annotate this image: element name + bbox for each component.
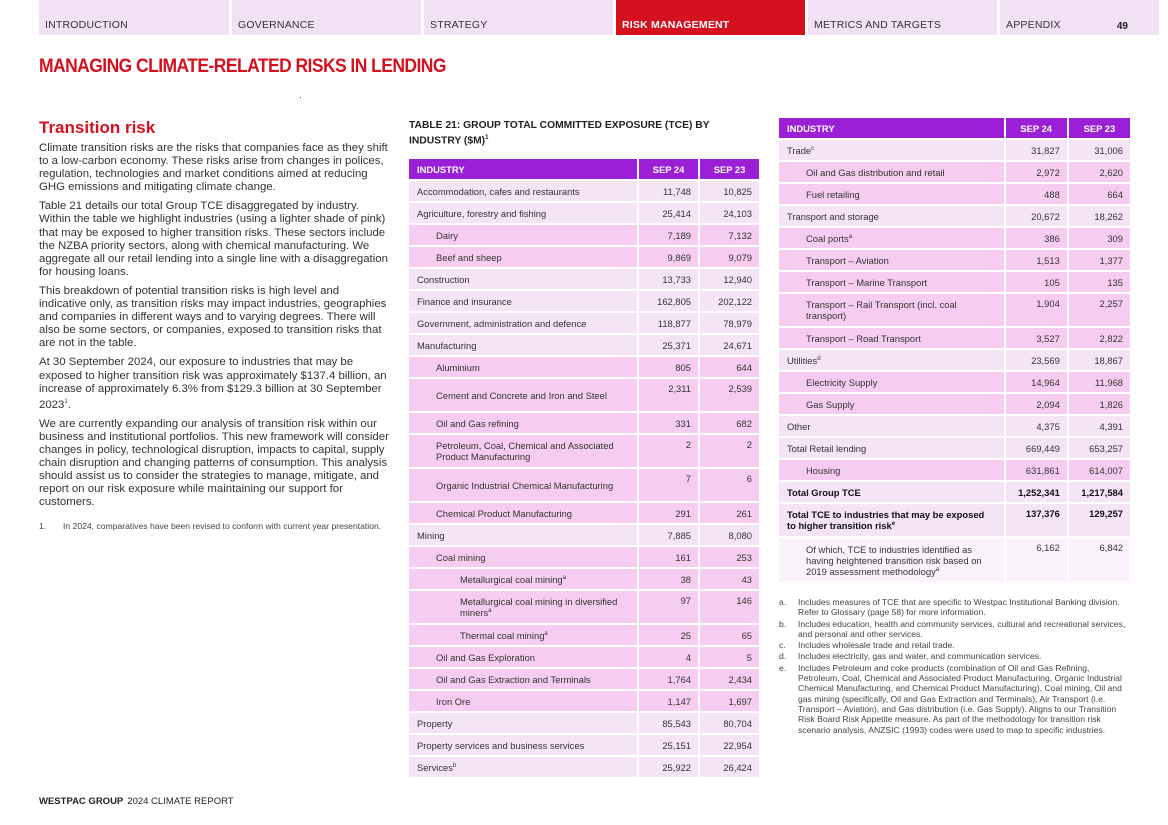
industry-label: Cement and Concrete and Iron and Steel <box>436 389 607 401</box>
sep24-value: 291 <box>639 503 698 523</box>
tab-risk-management[interactable]: RISK MANAGEMENT <box>616 0 805 35</box>
footnote-ref: a <box>848 233 853 240</box>
industry-cell <box>779 328 1004 348</box>
note <box>779 619 1130 640</box>
sep24-value: 13,733 <box>639 269 698 289</box>
sep23-value: 2,257 <box>1069 294 1130 326</box>
footnote-ref: 1 <box>485 135 489 141</box>
sep23-value: 12,940 <box>700 269 759 289</box>
table-row <box>409 181 759 201</box>
sep23-value: 22,954 <box>700 735 759 755</box>
table-row <box>409 435 759 467</box>
industry-cell <box>779 228 1004 248</box>
industry-cell <box>779 272 1004 292</box>
sep24-value: 97 <box>639 591 698 623</box>
sep24-value: 162,805 <box>639 291 698 311</box>
industry-cell <box>779 294 1004 326</box>
sep23-value: 80,704 <box>700 713 759 733</box>
table-row <box>409 647 759 667</box>
sep23-value: 4,391 <box>1069 416 1130 436</box>
industry-cell <box>409 469 637 501</box>
industry-label: Property <box>417 717 453 729</box>
table-row <box>409 379 759 411</box>
industry-cell <box>779 184 1004 204</box>
sep24-value: 1,147 <box>639 691 698 711</box>
footnote-ref: a <box>562 574 566 581</box>
tab-strategy[interactable]: STRATEGY <box>424 0 613 35</box>
footnote-ref: 1 <box>64 398 68 405</box>
industry-label: Total Group TCE <box>787 486 861 498</box>
industry-cell <box>409 757 637 777</box>
industry-label: Beef and sheep <box>436 251 502 263</box>
table-row <box>779 250 1130 270</box>
sep24-value: 488 <box>1006 184 1067 204</box>
sep23-value: 11,968 <box>1069 372 1130 392</box>
table-row <box>409 591 759 623</box>
table-row <box>779 394 1130 414</box>
footnote-ref: b <box>452 762 457 769</box>
tab-governance[interactable]: GOVERNANCE <box>232 0 421 35</box>
sep23-value: 261 <box>700 503 759 523</box>
note-key: d. <box>779 651 787 662</box>
table-row <box>779 294 1130 326</box>
table-header-row <box>409 159 759 179</box>
sep24-value: 3,527 <box>1006 328 1067 348</box>
sep24-value: 2,311 <box>639 379 698 411</box>
sep24-value: 118,877 <box>639 313 698 333</box>
sep24-value: 85,543 <box>639 713 698 733</box>
sep24-value: 7,885 <box>639 525 698 545</box>
industry-cell <box>779 538 1004 582</box>
table-row <box>409 469 759 501</box>
industry-label: Oil and Gas refining <box>436 417 519 429</box>
industry-label: Organic Industrial Chemical Manufacturing <box>436 479 614 491</box>
section-heading: Transition risk <box>39 118 156 137</box>
sep23-value: 1,826 <box>1069 394 1130 414</box>
sep24-value: 9,869 <box>639 247 698 267</box>
industry-cell <box>409 691 637 711</box>
industry-cell <box>779 162 1004 182</box>
table-row <box>779 272 1130 292</box>
industry-label: Coal mining <box>436 551 486 563</box>
tab-metrics-and-targets[interactable]: METRICS AND TARGETS <box>808 0 997 35</box>
table-row <box>409 625 759 645</box>
footer <box>39 796 234 807</box>
industry-label: Accommodation, cafes and restaurants <box>417 185 580 197</box>
footnote-text: In 2024, comparatives have been revised to conform with current year presentation. <box>63 521 382 532</box>
table-row <box>779 504 1130 536</box>
industry-cell <box>409 203 637 223</box>
sep24-value: 7 <box>639 469 698 501</box>
sep24-value: 7,189 <box>639 225 698 245</box>
sep24-value: 105 <box>1006 272 1067 292</box>
table-row <box>409 413 759 433</box>
sep23-value: 146 <box>700 591 759 623</box>
table-row <box>779 482 1130 502</box>
sep23-value: 129,257 <box>1069 504 1130 536</box>
industry-cell <box>779 372 1004 392</box>
sep24-value: 25,414 <box>639 203 698 223</box>
industry-cell <box>409 379 637 411</box>
sep24-value: 137,376 <box>1006 504 1067 536</box>
sep23-value: 8,080 <box>700 525 759 545</box>
paragraph: This breakdown of potential transition risks is high level and indicative only, as transition risks may impact industries, geographies and companies in different ways and to varying degrees. There will also be some sectors, or companies, exposed to transition risks that are not in the table. <box>39 284 387 350</box>
left-column <box>39 118 389 532</box>
tab-introduction[interactable]: INTRODUCTION <box>39 0 229 35</box>
sep23-value: 1,217,584 <box>1069 482 1130 502</box>
table-row <box>779 328 1130 348</box>
sep23-value: 2,434 <box>700 669 759 689</box>
industry-label: Of which, TCE to industries identified as having heightened transition risk based on 2019 assessment methodology <box>806 543 982 577</box>
industry-label: Trade <box>787 144 812 156</box>
industry-label: Agriculture, forestry and fishing <box>417 207 547 219</box>
table-row <box>409 335 759 355</box>
sep24-value: 2 <box>639 435 698 467</box>
tce-table-part-2 <box>779 116 1130 584</box>
footnote-ref: a <box>935 566 940 573</box>
industry-label: Iron Ore <box>436 695 471 707</box>
sep24-value: 25 <box>639 625 698 645</box>
industry-label: Aluminium <box>436 361 480 373</box>
sep24-value: 805 <box>639 357 698 377</box>
footnote <box>39 521 389 532</box>
industry-cell <box>409 647 637 667</box>
table-row <box>409 757 759 777</box>
page-title: MANAGING CLIMATE-RELATED RISKS IN LENDING <box>39 56 446 77</box>
industry-label: Metallurgical coal mining <box>460 573 563 585</box>
tce-table-part-1 <box>409 157 759 779</box>
note <box>779 651 1130 661</box>
industry-cell <box>779 250 1004 270</box>
industry-cell <box>779 350 1004 370</box>
industry-cell <box>779 504 1004 536</box>
industry-label: Mining <box>417 529 445 541</box>
industry-label: Total TCE to industries that may be exposed to higher transition risk <box>787 509 985 531</box>
sep24-value: 669,449 <box>1006 438 1067 458</box>
table-row <box>409 203 759 223</box>
table-row <box>409 691 759 711</box>
header-sep23: SEP 23 <box>1069 118 1130 138</box>
industry-cell <box>409 435 637 467</box>
industry-label: Finance and insurance <box>417 295 512 307</box>
sep24-value: 1,513 <box>1006 250 1067 270</box>
industry-label: Electricity Supply <box>806 376 878 388</box>
sep23-value: 10,825 <box>700 181 759 201</box>
table-row <box>409 503 759 523</box>
sep23-value: 135 <box>1069 272 1130 292</box>
industry-label: Oil and Gas Extraction and Terminals <box>436 673 591 685</box>
sep24-value: 23,569 <box>1006 350 1067 370</box>
sep24-value: 1,252,341 <box>1006 482 1067 502</box>
table-row <box>779 206 1130 226</box>
industry-cell <box>779 416 1004 436</box>
industry-cell <box>409 269 637 289</box>
sep24-value: 14,964 <box>1006 372 1067 392</box>
table-row <box>409 569 759 589</box>
industry-cell <box>779 394 1004 414</box>
sep24-value: 31,827 <box>1006 140 1067 160</box>
footer-brand: WESTPAC GROUP <box>39 796 124 807</box>
sep23-value: 9,079 <box>700 247 759 267</box>
sep23-value: 682 <box>700 413 759 433</box>
sep23-value: 653,257 <box>1069 438 1130 458</box>
sep24-value: 25,922 <box>639 757 698 777</box>
footnote-ref: a <box>544 630 548 637</box>
industry-cell <box>779 206 1004 226</box>
footnote-number: 1. <box>39 521 47 532</box>
industry-label: Coal ports <box>806 232 849 244</box>
industry-label: Property services and business services <box>417 739 585 751</box>
table-row <box>409 313 759 333</box>
industry-label: Metallurgical coal mining in diversified miners <box>460 596 618 618</box>
industry-cell <box>409 413 637 433</box>
header-sep24: SEP 24 <box>639 159 698 179</box>
industry-cell <box>409 247 637 267</box>
sep24-value: 386 <box>1006 228 1067 248</box>
paragraph: At 30 September 2024, our exposure to industries that may be exposed to higher transition risk was approximately $137.4 billion, an increase of approximately 6.3% from $129.3 billion at 30 September 2023$^1$. <box>39 356 387 411</box>
sep24-value: 331 <box>639 413 698 433</box>
note-text: Includes electricity, gas and water, and communication services. <box>798 651 1042 662</box>
sep24-value: 25,151 <box>639 735 698 755</box>
industry-cell <box>409 669 637 689</box>
sep23-value: 6,842 <box>1069 538 1130 582</box>
sep23-value: 2 <box>700 435 759 467</box>
industry-label: Government, administration and defence <box>417 317 587 329</box>
sep23-value: 644 <box>700 357 759 377</box>
table-row <box>409 525 759 545</box>
table-row <box>409 713 759 733</box>
table-row <box>409 225 759 245</box>
industry-cell <box>779 438 1004 458</box>
note-key: a. <box>779 597 787 607</box>
industry-label: Gas Supply <box>806 398 855 410</box>
sep24-value: 2,972 <box>1006 162 1067 182</box>
industry-label: Construction <box>417 273 470 285</box>
table-row <box>779 184 1130 204</box>
industry-cell <box>409 503 637 523</box>
paragraph-text: At 30 September 2024, our exposure to industries that may be exposed to higher transition risk was approximately $137.4 billion, an increase of approximately 6.3% from $129.3 billion at 30 September 2023 <box>39 356 387 411</box>
industry-label: Transport – Aviation <box>806 254 889 266</box>
table-row <box>779 162 1130 182</box>
note-text: Includes Petroleum and coke products (combination of Oil and Gas Refining, Petroleum, Coal, Chemical and Associated Product Manufacturing, Organic Industrial Chemical Manufacturing, and Chemical Product Manufacturing), Coal mining, Oil and gas mining (specifically, Oil and Gas Extraction and Terminals), Air Transport (i.e. Transport – Aviation), and Gas distribution (i.e. Gas Supply). Aligns to our Transition Risk Board Risk Appetite measure. As part of the methodology for transition risk scenario analysis, ANZSIC (1993) codes were used to map to specific industries. <box>798 662 1122 735</box>
footer-text: 2024 CLIMATE REPORT <box>127 796 234 807</box>
sep23-value: 5 <box>700 647 759 667</box>
industry-cell <box>409 591 637 623</box>
footnote-ref: d <box>817 355 821 362</box>
industry-label: Services <box>417 761 453 773</box>
paragraph: Table 21 details our total Group TCE disaggregated by industry. Within the table we highlight industries (using a lighter shade of pink) that may be exposed to higher transition risks. These sectors include the NZBA priority sectors, along with chemical manufacturing. We aggregate all our retail lending into a single line with a disaggregation for housing loans. <box>39 200 388 278</box>
industry-label: Dairy <box>436 229 458 241</box>
sep24-value: 2,094 <box>1006 394 1067 414</box>
decorative-dot <box>300 97 301 98</box>
industry-label: Utilities <box>787 354 818 366</box>
note-key: e. <box>779 662 787 673</box>
industry-label: Thermal coal mining <box>460 629 545 641</box>
table-row <box>409 735 759 755</box>
sep23-value: 65 <box>700 625 759 645</box>
sep24-value: 20,672 <box>1006 206 1067 226</box>
footnote-ref: a <box>488 607 492 614</box>
industry-cell <box>779 140 1004 160</box>
paragraph: We are currently expanding our analysis of transition risk within our business and institutional portfolios. This new framework will consider changes in policy, technological disruption, impacts to capital, supply chain disruption and changing patterns of consumption. This analysis should assist us to consider the strategies to manage, mitigate, and report on our risk exposure while maintaining our support for customers. <box>39 417 389 509</box>
industry-cell <box>409 525 637 545</box>
industry-cell <box>779 482 1004 502</box>
industry-label: Transport – Marine Transport <box>806 276 928 288</box>
note-text: Includes measures of TCE that are specific to Westpac Institutional Banking division. Refer to Glossary (page 58) for more information. <box>798 597 1120 618</box>
sep23-value: 2,620 <box>1069 162 1130 182</box>
industry-cell <box>409 291 637 311</box>
sep24-value: 4 <box>639 647 698 667</box>
sep23-value: 24,671 <box>700 335 759 355</box>
table-row <box>409 669 759 689</box>
sep24-value: 631,861 <box>1006 460 1067 480</box>
sep24-value: 1,764 <box>639 669 698 689</box>
industry-cell <box>409 713 637 733</box>
sep23-value: 78,979 <box>700 313 759 333</box>
table-row <box>409 357 759 377</box>
industry-cell <box>409 313 637 333</box>
note-key: b. <box>779 618 787 629</box>
sep24-value: 4,375 <box>1006 416 1067 436</box>
industry-label: Transport – Road Transport <box>806 332 921 344</box>
header-sep24: SEP 24 <box>1006 118 1067 138</box>
sep23-value: 43 <box>700 569 759 589</box>
sep23-value: 1,377 <box>1069 250 1130 270</box>
note-key: c. <box>779 640 786 651</box>
note <box>779 597 1130 618</box>
industry-label: Oil and Gas distribution and retail <box>806 166 945 178</box>
footnote-ref: e <box>891 520 896 527</box>
industry-label: Manufacturing <box>417 339 477 351</box>
sep24-value: 25,371 <box>639 335 698 355</box>
table-row <box>779 438 1130 458</box>
sep23-value: 309 <box>1069 228 1130 248</box>
note-text: Includes education, health and community services, cultural and recreational services, and personal and other services. <box>798 618 1126 639</box>
industry-cell <box>409 569 637 589</box>
table-row <box>779 228 1130 248</box>
sep23-value: 1,697 <box>700 691 759 711</box>
industry-cell <box>409 625 637 645</box>
table-caption-text: TABLE 21: GROUP TOTAL COMMITTED EXPOSURE (TCE) BY INDUSTRY ($M) <box>409 120 710 147</box>
sep24-value: 11,748 <box>639 181 698 201</box>
header-industry: INDUSTRY <box>409 159 637 179</box>
table-row <box>779 416 1130 436</box>
note-text: Includes wholesale trade and retail trade. <box>798 640 955 651</box>
table-row <box>409 291 759 311</box>
industry-label: Petroleum, Coal, Chemical and Associated Product Manufacturing <box>436 440 614 462</box>
table-row <box>779 140 1130 160</box>
sep24-value: 161 <box>639 547 698 567</box>
industry-label: Housing <box>806 464 841 476</box>
sep23-value: 24,103 <box>700 203 759 223</box>
sep24-value: 1,904 <box>1006 294 1067 326</box>
paragraph: Climate transition risks are the risks that companies face as they shift to a low-carbon economy. These risks arise from changes in polices, regulation, technologies and market conditions aimed at reducing GHG emissions and mitigating climate change. <box>39 142 388 194</box>
sep23-value: 31,006 <box>1069 140 1130 160</box>
industry-cell <box>409 225 637 245</box>
sep24-value: 38 <box>639 569 698 589</box>
industry-label: Transport – Rail Transport (incl. coal transport) <box>806 299 957 321</box>
sep23-value: 26,424 <box>700 757 759 777</box>
sep23-value: 253 <box>700 547 759 567</box>
industry-cell <box>409 335 637 355</box>
table-row <box>409 247 759 267</box>
footnote-ref: c <box>811 145 815 152</box>
sep23-value: 202,122 <box>700 291 759 311</box>
sep23-value: 7,132 <box>700 225 759 245</box>
header-sep23: SEP 23 <box>700 159 759 179</box>
table-row <box>409 547 759 567</box>
industry-cell <box>409 547 637 567</box>
industry-label: Chemical Product Manufacturing <box>436 507 573 519</box>
page-number: 49 <box>1116 21 1128 32</box>
industry-label: Oil and Gas Exploration <box>436 651 536 663</box>
sep23-value: 18,867 <box>1069 350 1130 370</box>
sep24-value: 6,162 <box>1006 538 1067 582</box>
table-row <box>779 372 1130 392</box>
header-industry: INDUSTRY <box>779 118 1004 138</box>
tab-appendix[interactable]: APPENDIX <box>1000 0 1159 35</box>
table-row <box>779 460 1130 480</box>
industry-cell <box>779 460 1004 480</box>
industry-cell <box>409 357 637 377</box>
table-header-row <box>779 118 1130 138</box>
sep23-value: 664 <box>1069 184 1130 204</box>
note <box>779 663 1130 735</box>
sep23-value: 2,822 <box>1069 328 1130 348</box>
sep23-value: 6 <box>700 469 759 501</box>
table-notes <box>779 597 1130 736</box>
note <box>779 640 1130 650</box>
industry-label: Total Retail lending <box>787 442 867 454</box>
industry-cell <box>409 735 637 755</box>
sep23-value: 2,539 <box>700 379 759 411</box>
table-row <box>409 269 759 289</box>
table-row <box>779 538 1130 582</box>
sep23-value: 18,262 <box>1069 206 1130 226</box>
table-caption <box>409 119 759 147</box>
industry-label: Other <box>787 420 811 432</box>
top-navigation <box>39 0 1168 35</box>
industry-label: Transport and storage <box>787 210 879 222</box>
table-row <box>779 350 1130 370</box>
industry-cell <box>409 181 637 201</box>
sep23-value: 614,007 <box>1069 460 1130 480</box>
industry-label: Fuel retailing <box>806 188 860 200</box>
